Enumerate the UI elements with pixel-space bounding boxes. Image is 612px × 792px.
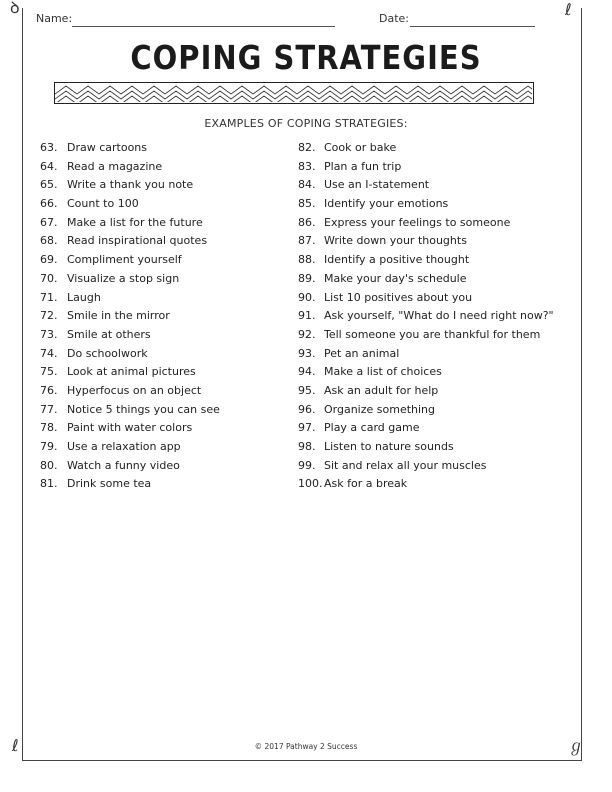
strategy-number: 89. [298,271,316,285]
strategy-item [40,345,220,364]
strategy-item [298,401,554,420]
strategy-item [298,382,554,401]
strategy-text: Paint with water colors [67,421,193,435]
strategy-number: 64. [40,159,58,173]
strategy-item [40,251,220,270]
strategy-item [40,363,220,382]
strategy-number: 72. [40,309,58,323]
strategy-text: Draw cartoons [67,141,148,154]
strategy-item [40,326,220,345]
corner-swirl-icon: ꝺ [10,0,20,17]
strategy-item [298,270,554,289]
strategy-item [40,139,220,158]
strategy-number: 70. [40,271,58,285]
strategy-item [298,438,554,457]
zigzag-pattern-icon [55,83,532,102]
strategy-number: 94. [298,365,316,379]
strategy-text: Read inspirational quotes [67,234,208,248]
strategy-item [298,195,554,214]
strategy-number: 93. [298,346,316,360]
strategy-text: Hyperfocus on an object [67,383,202,397]
page-title: COPING STRATEGIES [130,38,482,78]
strategy-item [298,363,554,382]
strategy-text: Pet an animal [324,346,400,360]
strategy-text: Write a thank you note [67,178,194,192]
strategy-item [40,438,220,457]
name-label: Name: [36,12,73,25]
strategy-item [40,289,220,308]
strategy-text: Listen to nature sounds [324,440,454,453]
strategy-number: 76. [40,383,58,397]
strategy-item [40,307,220,326]
strategy-item [40,457,220,476]
strategy-number: 83. [298,159,316,173]
strategy-text: Plan a fun trip [324,159,402,173]
strategy-text: Do schoolwork [67,346,148,360]
strategy-text: List 10 positives about you [324,290,473,304]
strategy-text: Look at animal pictures [67,365,196,379]
strategy-number: 96. [298,402,316,416]
name-field-line[interactable] [72,26,335,27]
strategy-number: 79. [40,440,58,453]
strategy-text: Write down your thoughts [324,234,467,248]
strategy-item [298,345,554,364]
strategy-number: 90. [298,290,316,304]
date-field-line[interactable] [410,26,535,27]
section-heading: EXAMPLES OF COPING STRATEGIES: [204,117,408,130]
strategy-item [40,176,220,195]
strategy-text: Organize something [324,402,436,416]
strategy-text: Laugh [67,290,101,304]
strategy-item [298,419,554,438]
strategy-number: 86. [298,215,316,229]
strategy-number: 95. [298,383,316,397]
strategy-list-left [40,139,220,494]
corner-swirl-icon: ℓ [565,0,572,19]
strategy-number: 68. [40,234,58,248]
strategy-text: Play a card game [324,421,420,435]
strategy-number: 75. [40,365,58,379]
strategy-item [298,158,554,177]
strategy-number: 91. [298,309,316,323]
strategy-number: 87. [298,234,316,248]
strategy-item [298,457,554,476]
strategy-text: Visualize a stop sign [67,271,180,285]
strategy-text: Watch a funny video [67,458,180,472]
strategy-item [298,214,554,233]
zigzag-banner [54,82,534,104]
strategy-number: 92. [298,327,316,341]
strategy-text: Tell someone you are thankful for them [324,327,541,341]
strategy-text: Notice 5 things you can see [67,402,220,416]
strategy-text: Identify your emotions [324,197,449,211]
strategy-text: Use an I-statement [324,178,430,192]
strategy-item [40,419,220,438]
strategy-item [298,139,554,158]
strategy-text: Compliment yourself [67,253,182,267]
strategy-number: 66. [40,197,58,211]
strategy-number: 82. [298,141,316,154]
strategy-item [298,475,554,494]
strategy-number: 97. [298,421,316,435]
strategy-text: Ask yourself, "What do I need right now?" [324,309,554,323]
strategy-text: Ask for a break [324,477,408,491]
strategy-text: Count to 100 [67,197,139,211]
strategy-text: Cook or bake [324,141,397,154]
strategy-number: 84. [298,178,316,192]
strategy-number: 100. [298,477,323,491]
strategy-list-right [298,139,554,494]
strategy-text: Use a relaxation app [67,440,181,453]
strategy-text: Ask an adult for help [324,383,439,397]
date-label: Date: [379,12,409,25]
strategy-item [40,232,220,251]
strategy-item [298,251,554,270]
strategy-item [40,195,220,214]
corner-swirl-icon: ℊ [568,736,585,755]
strategy-item [298,232,554,251]
strategy-number: 69. [40,253,58,267]
strategy-text: Smile in the mirror [67,309,170,323]
strategy-number: 81. [40,477,58,491]
strategy-number: 77. [40,402,58,416]
strategy-text: Sit and relax all your muscles [324,458,487,472]
strategy-text: Make your day's schedule [324,271,467,285]
strategy-item [40,382,220,401]
strategy-number: 63. [40,141,58,154]
strategy-item [298,307,554,326]
strategy-number: 85. [298,197,316,211]
strategy-item [40,475,220,494]
strategy-text: Make a list of choices [324,365,442,379]
strategy-number: 71. [40,290,58,304]
strategy-text: Make a list for the future [67,215,203,229]
strategy-number: 73. [40,327,58,341]
strategy-number: 67. [40,215,58,229]
strategy-item [298,176,554,195]
strategy-item [40,270,220,289]
strategy-number: 78. [40,421,58,435]
corner-swirl-icon: ℓ [12,736,19,755]
strategy-number: 88. [298,253,316,267]
strategy-item [40,401,220,420]
strategy-number: 80. [40,458,58,472]
strategy-item [40,214,220,233]
strategy-item [40,158,220,177]
strategy-text: Identify a positive thought [324,253,470,267]
strategy-item [298,289,554,308]
strategy-number: 98. [298,440,316,453]
strategy-item [298,326,554,345]
strategy-number: 99. [298,458,316,472]
strategy-number: 74. [40,346,58,360]
strategy-text: Smile at others [67,327,151,341]
strategy-text: Express your feelings to someone [324,215,511,229]
strategy-text: Read a magazine [67,159,163,173]
strategy-text: Drink some tea [67,477,152,491]
strategy-number: 65. [40,178,58,192]
copyright-footer: © 2017 Pathway 2 Success [254,742,358,751]
